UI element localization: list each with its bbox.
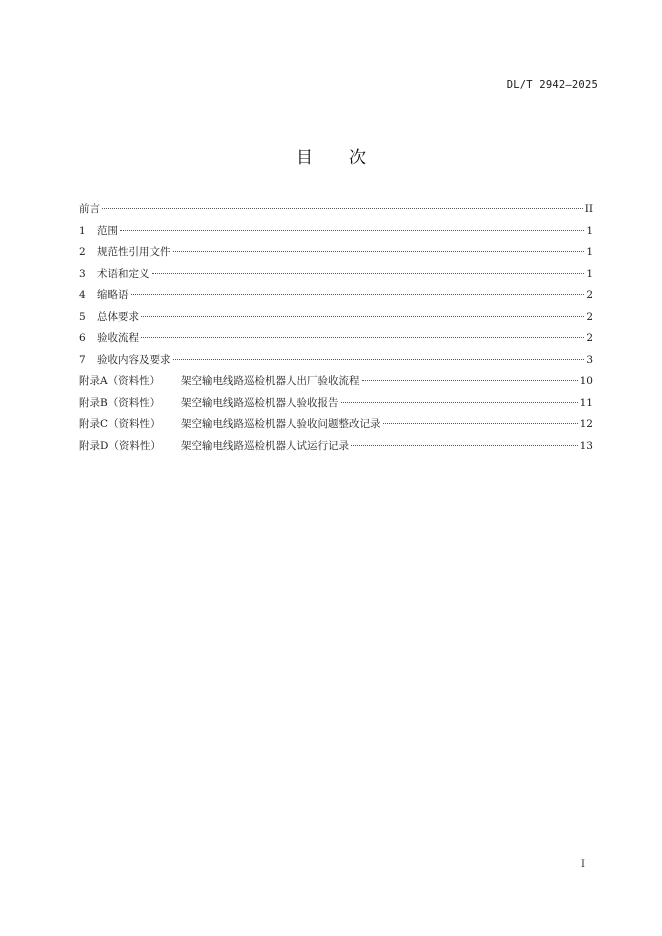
dot-leader xyxy=(131,294,585,295)
toc-section-number: 7 xyxy=(79,353,86,366)
toc-entry-acceptance-process[interactable] xyxy=(79,328,593,350)
page-title xyxy=(0,143,662,168)
toc-entry-label: 前言 xyxy=(79,203,100,215)
toc-page-number: 2 xyxy=(586,289,593,301)
toc-appendix-prefix: 附录D（资料性） xyxy=(79,439,161,452)
toc-appendix-prefix: 附录A（资料性） xyxy=(79,375,161,387)
dot-leader xyxy=(351,445,578,446)
dot-leader xyxy=(141,316,584,317)
toc-entry-appendix-b[interactable] xyxy=(79,393,593,415)
table-of-contents xyxy=(79,199,593,457)
toc-entry-scope[interactable] xyxy=(79,221,593,243)
dot-leader xyxy=(362,380,578,381)
toc-entry-appendix-a[interactable] xyxy=(79,371,593,393)
toc-entry-label: 架空输电线路巡检机器人试运行记录 xyxy=(181,439,349,452)
toc-page-number: 11 xyxy=(579,396,593,409)
toc-entry-appendix-d[interactable] xyxy=(79,436,593,458)
toc-section-number: 5 xyxy=(79,310,86,323)
page-number: I xyxy=(581,859,585,870)
toc-page-number: II xyxy=(584,203,593,215)
toc-page-number: 1 xyxy=(586,246,593,258)
toc-appendix-prefix: 附录B（资料性） xyxy=(79,396,161,409)
toc-entry-label: 架空输电线路巡检机器人出厂验收流程 xyxy=(181,375,360,387)
toc-entry-label: 架空输电线路巡检机器人验收报告 xyxy=(181,396,339,409)
toc-entry-acceptance-content[interactable] xyxy=(79,350,593,372)
title-char-2: 次 xyxy=(349,148,366,168)
toc-section-number: 3 xyxy=(79,267,86,280)
toc-section-number: 1 xyxy=(79,224,86,237)
toc-page-number: 2 xyxy=(586,332,593,344)
toc-entry-abbreviations[interactable] xyxy=(79,285,593,307)
dot-leader xyxy=(102,208,583,209)
toc-entry-label: 验收内容及要求 xyxy=(97,353,171,366)
dot-leader xyxy=(141,337,584,338)
dot-leader xyxy=(173,359,585,360)
toc-entry-terms-definitions[interactable] xyxy=(79,264,593,286)
toc-page-number: 3 xyxy=(586,353,593,366)
dot-leader xyxy=(120,230,584,231)
toc-page-number: 2 xyxy=(586,310,593,323)
toc-page-number: 1 xyxy=(586,267,593,280)
toc-entry-label: 总体要求 xyxy=(97,310,139,323)
toc-entry-label: 架空输电线路巡检机器人验收问题整改记录 xyxy=(181,418,381,430)
toc-page-number: 12 xyxy=(579,418,593,430)
toc-entry-normative-references[interactable] xyxy=(79,242,593,264)
toc-section-number: 4 xyxy=(79,289,86,301)
dot-leader xyxy=(152,273,585,274)
toc-entry-label: 范围 xyxy=(97,224,118,237)
toc-entry-general-requirements[interactable] xyxy=(79,307,593,329)
toc-entry-foreword[interactable] xyxy=(79,199,593,221)
title-char-1: 目 xyxy=(296,148,313,168)
toc-entry-label: 验收流程 xyxy=(97,332,139,344)
toc-section-number: 2 xyxy=(79,246,86,258)
toc-entry-appendix-c[interactable] xyxy=(79,414,593,436)
toc-section-number: 6 xyxy=(79,332,86,344)
toc-entry-label: 缩略语 xyxy=(97,289,129,301)
dot-leader xyxy=(383,423,578,424)
dot-leader xyxy=(341,402,578,403)
toc-page-number: 13 xyxy=(579,439,593,452)
standard-code: DL/T 2942—2025 xyxy=(506,79,598,91)
dot-leader xyxy=(173,251,585,252)
toc-page-number: 10 xyxy=(579,375,593,387)
toc-appendix-prefix: 附录C（资料性） xyxy=(79,418,161,430)
toc-entry-label: 术语和定义 xyxy=(97,267,150,280)
toc-entry-label: 规范性引用文件 xyxy=(97,246,171,258)
toc-page-number: 1 xyxy=(586,224,593,237)
